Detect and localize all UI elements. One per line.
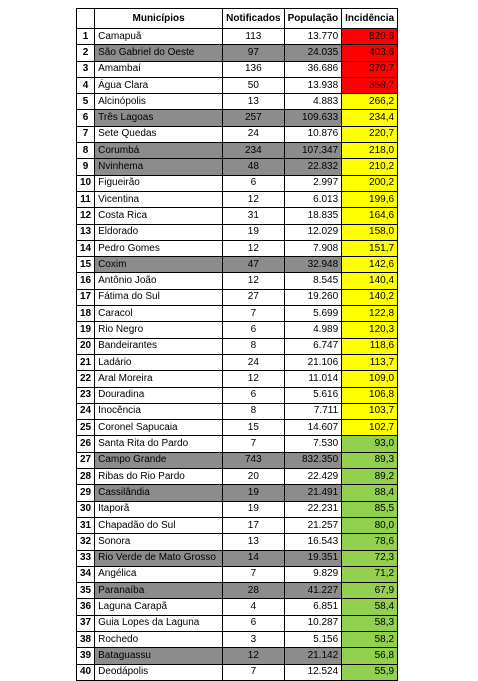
populacao-cell: 107.347 <box>284 143 342 159</box>
notificados-cell: 4 <box>223 599 284 615</box>
municipio-cell: Inocência <box>95 403 223 419</box>
municipio-cell: Rio Negro <box>95 322 223 338</box>
incidencia-cell: 72,3 <box>342 550 398 566</box>
incidencia-cell: 118,6 <box>342 338 398 354</box>
incidencia-cell: 55,9 <box>342 664 398 680</box>
header-incidencia: Incidência <box>342 9 398 29</box>
populacao-cell: 21.106 <box>284 354 342 370</box>
municipio-cell: Chapadão do Sul <box>95 517 223 533</box>
populacao-cell: 21.142 <box>284 648 342 664</box>
populacao-cell: 6.747 <box>284 338 342 354</box>
municipio-cell: Angélica <box>95 566 223 582</box>
table-row <box>77 469 398 485</box>
header-rank <box>77 9 95 29</box>
municipio-cell: Bataguassu <box>95 648 223 664</box>
incidencia-cell: 164,6 <box>342 208 398 224</box>
table-row <box>77 387 398 403</box>
municipio-cell: Aral Moreira <box>95 371 223 387</box>
populacao-cell: 24.035 <box>284 45 342 61</box>
table-row <box>77 110 398 126</box>
rank-cell: 4 <box>77 77 95 93</box>
municipio-cell: Bandeirantes <box>95 338 223 354</box>
municipio-cell: Costa Rica <box>95 208 223 224</box>
populacao-cell: 19.351 <box>284 550 342 566</box>
rank-cell: 12 <box>77 208 95 224</box>
municipio-cell: Água Clara <box>95 77 223 93</box>
rank-cell: 27 <box>77 452 95 468</box>
rank-cell: 14 <box>77 240 95 256</box>
header-notificados: Notificados <box>223 9 284 29</box>
table-row <box>77 599 398 615</box>
header-municipios: Municípios <box>95 9 223 29</box>
incidencia-cell: 85,5 <box>342 501 398 517</box>
populacao-cell: 6.851 <box>284 599 342 615</box>
populacao-cell: 7.530 <box>284 436 342 452</box>
municipio-cell: Vicentina <box>95 191 223 207</box>
notificados-cell: 12 <box>223 191 284 207</box>
rank-cell: 31 <box>77 517 95 533</box>
incidencia-cell: 199,6 <box>342 191 398 207</box>
municipio-cell: Santa Rita do Pardo <box>95 436 223 452</box>
incidencia-cell: 200,2 <box>342 175 398 191</box>
incidencia-cell: 67,9 <box>342 583 398 599</box>
municipio-cell: Paranaíba <box>95 583 223 599</box>
incidencia-cell: 220,7 <box>342 126 398 142</box>
municipio-cell: Rio Verde de Mato Grosso <box>95 550 223 566</box>
table-row <box>77 517 398 533</box>
populacao-cell: 16.543 <box>284 534 342 550</box>
incidencia-cell: 89,3 <box>342 452 398 468</box>
populacao-cell: 22.231 <box>284 501 342 517</box>
table-row <box>77 191 398 207</box>
notificados-cell: 15 <box>223 420 284 436</box>
municipio-cell: Coxim <box>95 257 223 273</box>
incidencia-cell: 370,7 <box>342 61 398 77</box>
notificados-cell: 12 <box>223 240 284 256</box>
table-row <box>77 534 398 550</box>
notificados-cell: 47 <box>223 257 284 273</box>
table-row <box>77 94 398 110</box>
rank-cell: 22 <box>77 371 95 387</box>
rank-cell: 33 <box>77 550 95 566</box>
notificados-cell: 24 <box>223 354 284 370</box>
incidencia-cell: 120,3 <box>342 322 398 338</box>
notificados-cell: 136 <box>223 61 284 77</box>
rank-cell: 10 <box>77 175 95 191</box>
incidencia-cell: 140,2 <box>342 289 398 305</box>
rank-cell: 23 <box>77 387 95 403</box>
table-row <box>77 371 398 387</box>
populacao-cell: 18.835 <box>284 208 342 224</box>
rank-cell: 3 <box>77 61 95 77</box>
populacao-cell: 11.014 <box>284 371 342 387</box>
notificados-cell: 19 <box>223 224 284 240</box>
municipio-cell: Rochedo <box>95 631 223 647</box>
incidencia-cell: 218,0 <box>342 143 398 159</box>
municipio-cell: Nvinhema <box>95 159 223 175</box>
incidencia-cell: 88,4 <box>342 485 398 501</box>
header-populacao: População <box>284 9 342 29</box>
notificados-cell: 6 <box>223 322 284 338</box>
municipio-cell: Figueirão <box>95 175 223 191</box>
municipio-cell: Deodápolis <box>95 664 223 680</box>
notificados-cell: 31 <box>223 208 284 224</box>
municipio-cell: Laguna Carapã <box>95 599 223 615</box>
populacao-cell: 5.699 <box>284 306 342 322</box>
incidencia-cell: 158,0 <box>342 224 398 240</box>
table-row <box>77 322 398 338</box>
table-row <box>77 354 398 370</box>
incidencia-cell: 103,7 <box>342 403 398 419</box>
table-row <box>77 143 398 159</box>
incidencia-cell: 78,6 <box>342 534 398 550</box>
table-row <box>77 338 398 354</box>
incidencia-cell: 109,0 <box>342 371 398 387</box>
table-row <box>77 159 398 175</box>
populacao-cell: 22.429 <box>284 469 342 485</box>
notificados-cell: 13 <box>223 534 284 550</box>
municipio-cell: São Gabriel do Oeste <box>95 45 223 61</box>
notificados-cell: 6 <box>223 615 284 631</box>
municipio-cell: Ladário <box>95 354 223 370</box>
table-row <box>77 126 398 142</box>
rank-cell: 15 <box>77 257 95 273</box>
table-row <box>77 45 398 61</box>
notificados-cell: 14 <box>223 550 284 566</box>
incidencia-cell: 140,4 <box>342 273 398 289</box>
notificados-cell: 50 <box>223 77 284 93</box>
rank-cell: 21 <box>77 354 95 370</box>
populacao-cell: 13.938 <box>284 77 342 93</box>
rank-cell: 2 <box>77 45 95 61</box>
notificados-cell: 7 <box>223 306 284 322</box>
incidencia-cell: 56,8 <box>342 648 398 664</box>
rank-cell: 28 <box>77 469 95 485</box>
notificados-cell: 28 <box>223 583 284 599</box>
incidencia-cell: 234,4 <box>342 110 398 126</box>
rank-cell: 39 <box>77 648 95 664</box>
rank-cell: 24 <box>77 403 95 419</box>
table-row <box>77 648 398 664</box>
rank-cell: 16 <box>77 273 95 289</box>
notificados-cell: 257 <box>223 110 284 126</box>
populacao-cell: 4.883 <box>284 94 342 110</box>
rank-cell: 9 <box>77 159 95 175</box>
notificados-cell: 8 <box>223 338 284 354</box>
populacao-cell: 832.350 <box>284 452 342 468</box>
notificados-cell: 12 <box>223 648 284 664</box>
municipio-cell: Pedro Gomes <box>95 240 223 256</box>
notificados-cell: 19 <box>223 485 284 501</box>
populacao-cell: 36.686 <box>284 61 342 77</box>
incidencia-cell: 106,8 <box>342 387 398 403</box>
municipio-cell: Sonora <box>95 534 223 550</box>
municipio-cell: Cassilândia <box>95 485 223 501</box>
populacao-cell: 10.287 <box>284 615 342 631</box>
incidencia-cell: 93,0 <box>342 436 398 452</box>
table-row <box>77 420 398 436</box>
incidencia-cell: 71,2 <box>342 566 398 582</box>
municipio-cell: Alcinópolis <box>95 94 223 110</box>
populacao-cell: 5.156 <box>284 631 342 647</box>
incidencia-cell: 58,3 <box>342 615 398 631</box>
rank-cell: 8 <box>77 143 95 159</box>
rank-cell: 19 <box>77 322 95 338</box>
notificados-cell: 7 <box>223 436 284 452</box>
table-row <box>77 452 398 468</box>
table-row <box>77 583 398 599</box>
table-row <box>77 566 398 582</box>
incidencia-cell: 820,6 <box>342 29 398 45</box>
populacao-cell: 32.948 <box>284 257 342 273</box>
municipio-cell: Três Lagoas <box>95 110 223 126</box>
table-row <box>77 29 398 45</box>
notificados-cell: 13 <box>223 94 284 110</box>
populacao-cell: 21.257 <box>284 517 342 533</box>
table-row <box>77 77 398 93</box>
rank-cell: 7 <box>77 126 95 142</box>
incidencia-cell: 142,6 <box>342 257 398 273</box>
incidencia-cell: 151,7 <box>342 240 398 256</box>
incidencia-cell: 358,7 <box>342 77 398 93</box>
incidence-table <box>76 8 398 681</box>
populacao-cell: 19.260 <box>284 289 342 305</box>
table-row <box>77 403 398 419</box>
rank-cell: 11 <box>77 191 95 207</box>
rank-cell: 5 <box>77 94 95 110</box>
municipio-cell: Ribas do Rio Pardo <box>95 469 223 485</box>
rank-cell: 34 <box>77 566 95 582</box>
municipio-cell: Antônio João <box>95 273 223 289</box>
municipio-cell: Caracol <box>95 306 223 322</box>
notificados-cell: 19 <box>223 501 284 517</box>
rank-cell: 17 <box>77 289 95 305</box>
notificados-cell: 17 <box>223 517 284 533</box>
incidencia-cell: 58,2 <box>342 631 398 647</box>
rank-cell: 37 <box>77 615 95 631</box>
rank-cell: 25 <box>77 420 95 436</box>
populacao-cell: 8.545 <box>284 273 342 289</box>
table-row <box>77 501 398 517</box>
notificados-cell: 234 <box>223 143 284 159</box>
table-row <box>77 224 398 240</box>
table-row <box>77 664 398 680</box>
notificados-cell: 12 <box>223 371 284 387</box>
municipio-cell: Corumbá <box>95 143 223 159</box>
rank-cell: 40 <box>77 664 95 680</box>
notificados-cell: 7 <box>223 664 284 680</box>
table-row <box>77 61 398 77</box>
table-row <box>77 240 398 256</box>
populacao-cell: 13.770 <box>284 29 342 45</box>
table-row <box>77 208 398 224</box>
municipio-cell: Amambaí <box>95 61 223 77</box>
table-row <box>77 306 398 322</box>
notificados-cell: 20 <box>223 469 284 485</box>
municipio-cell: Coronel Sapucaia <box>95 420 223 436</box>
rank-cell: 20 <box>77 338 95 354</box>
table-row <box>77 485 398 501</box>
notificados-cell: 12 <box>223 273 284 289</box>
populacao-cell: 7.711 <box>284 403 342 419</box>
notificados-cell: 97 <box>223 45 284 61</box>
populacao-cell: 4.989 <box>284 322 342 338</box>
notificados-cell: 743 <box>223 452 284 468</box>
municipio-cell: Guia Lopes da Laguna <box>95 615 223 631</box>
populacao-cell: 12.524 <box>284 664 342 680</box>
incidencia-cell: 102,7 <box>342 420 398 436</box>
table-row <box>77 436 398 452</box>
rank-cell: 13 <box>77 224 95 240</box>
municipio-cell: Itaporã <box>95 501 223 517</box>
populacao-cell: 6.013 <box>284 191 342 207</box>
notificados-cell: 6 <box>223 175 284 191</box>
incidencia-cell: 58,4 <box>342 599 398 615</box>
municipio-cell: Douradina <box>95 387 223 403</box>
notificados-cell: 113 <box>223 29 284 45</box>
municipio-cell: Campo Grande <box>95 452 223 468</box>
populacao-cell: 5.616 <box>284 387 342 403</box>
populacao-cell: 7.908 <box>284 240 342 256</box>
table-row <box>77 175 398 191</box>
incidencia-cell: 266,2 <box>342 94 398 110</box>
incidencia-cell: 122,8 <box>342 306 398 322</box>
incidencia-cell: 113,7 <box>342 354 398 370</box>
table-row <box>77 257 398 273</box>
populacao-cell: 12.029 <box>284 224 342 240</box>
table-row <box>77 273 398 289</box>
populacao-cell: 9.829 <box>284 566 342 582</box>
rank-cell: 29 <box>77 485 95 501</box>
rank-cell: 35 <box>77 583 95 599</box>
incidencia-cell: 403,6 <box>342 45 398 61</box>
populacao-cell: 10.876 <box>284 126 342 142</box>
rank-cell: 30 <box>77 501 95 517</box>
rank-cell: 38 <box>77 631 95 647</box>
rank-cell: 26 <box>77 436 95 452</box>
populacao-cell: 14.607 <box>284 420 342 436</box>
municipio-cell: Fátima do Sul <box>95 289 223 305</box>
municipio-cell: Sete Quedas <box>95 126 223 142</box>
header-row <box>77 9 398 29</box>
table-body <box>77 29 398 681</box>
municipio-cell: Eldorado <box>95 224 223 240</box>
rank-cell: 6 <box>77 110 95 126</box>
incidencia-cell: 80,0 <box>342 517 398 533</box>
rank-cell: 36 <box>77 599 95 615</box>
notificados-cell: 24 <box>223 126 284 142</box>
incidencia-cell: 210,2 <box>342 159 398 175</box>
incidencia-cell: 89,2 <box>342 469 398 485</box>
notificados-cell: 48 <box>223 159 284 175</box>
populacao-cell: 22.832 <box>284 159 342 175</box>
rank-cell: 1 <box>77 29 95 45</box>
notificados-cell: 8 <box>223 403 284 419</box>
table-row <box>77 615 398 631</box>
notificados-cell: 27 <box>223 289 284 305</box>
populacao-cell: 41.227 <box>284 583 342 599</box>
table-row <box>77 289 398 305</box>
notificados-cell: 6 <box>223 387 284 403</box>
notificados-cell: 7 <box>223 566 284 582</box>
populacao-cell: 21.491 <box>284 485 342 501</box>
populacao-cell: 109.633 <box>284 110 342 126</box>
rank-cell: 18 <box>77 306 95 322</box>
table-row <box>77 550 398 566</box>
rank-cell: 32 <box>77 534 95 550</box>
notificados-cell: 3 <box>223 631 284 647</box>
municipio-cell: Camapuã <box>95 29 223 45</box>
populacao-cell: 2.997 <box>284 175 342 191</box>
